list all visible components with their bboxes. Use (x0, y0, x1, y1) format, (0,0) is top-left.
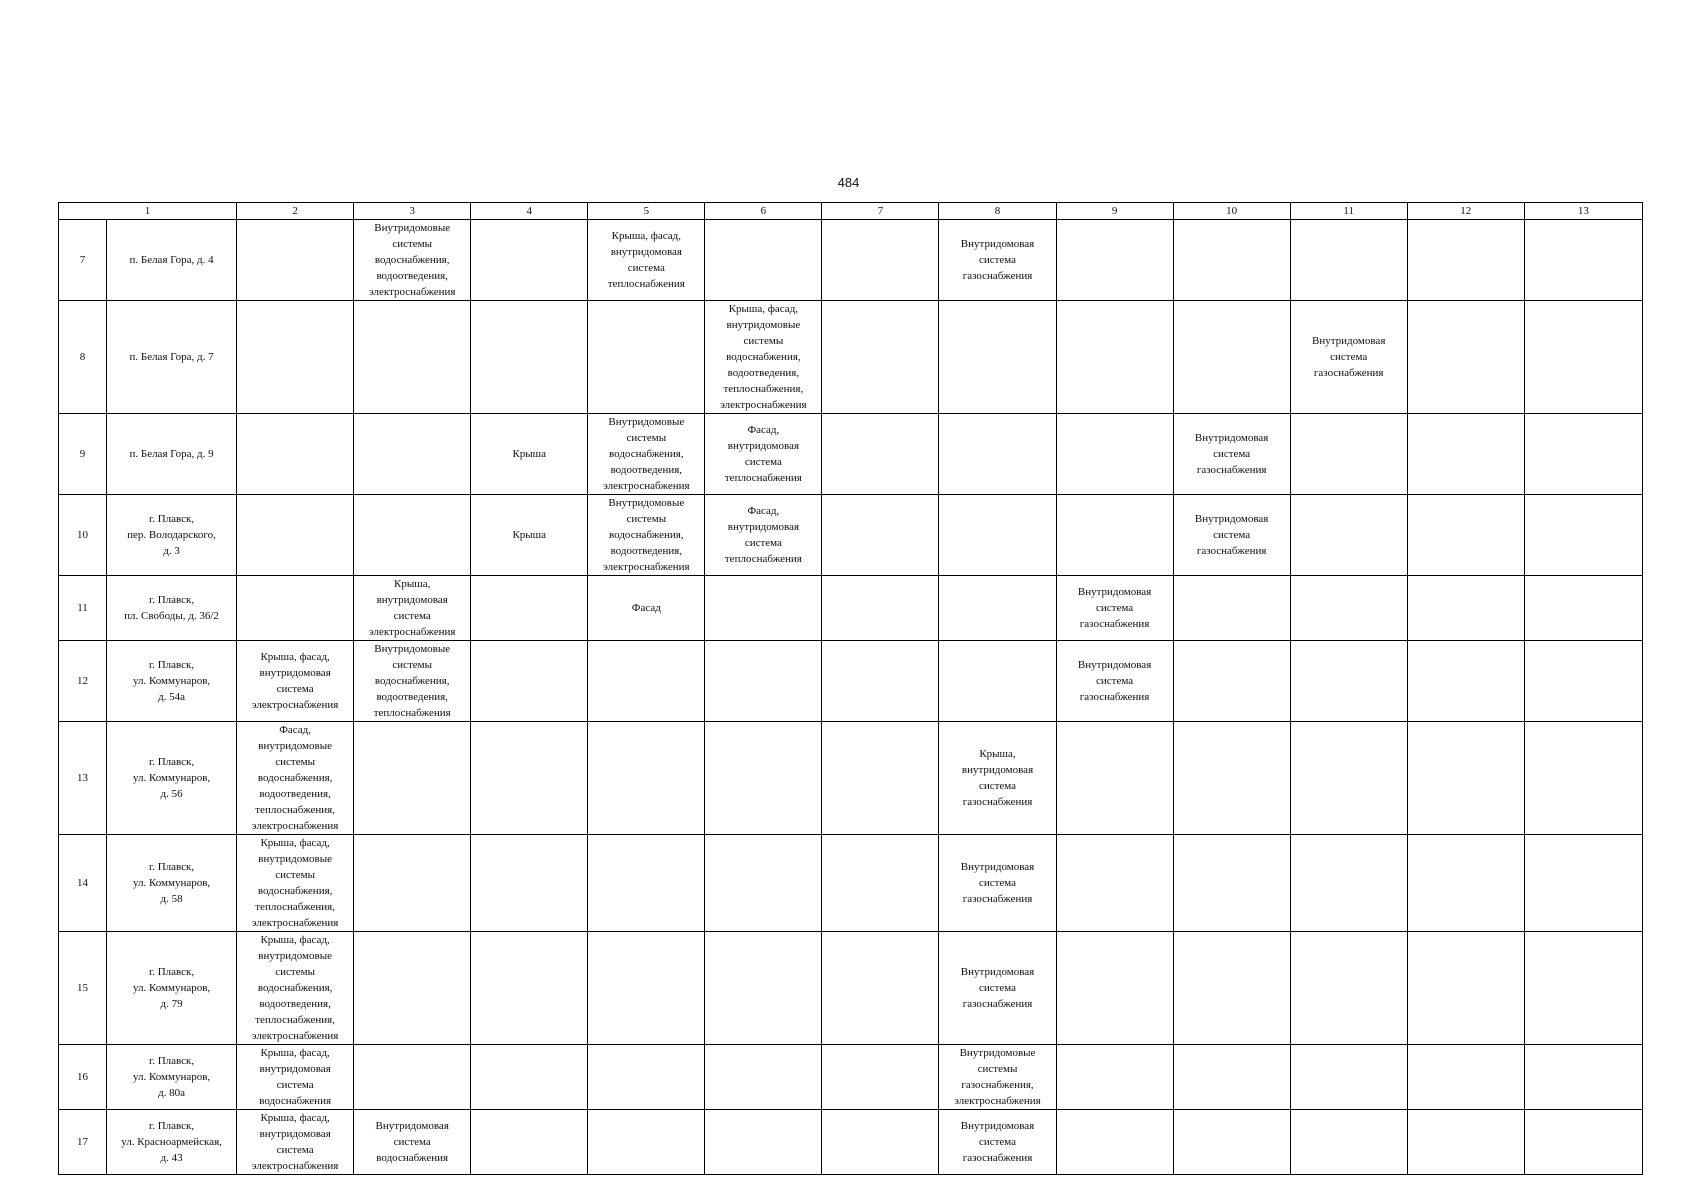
work-cell-col-8 (939, 414, 1056, 495)
work-cell-col-8 (939, 495, 1056, 576)
work-cell-col-7 (822, 495, 939, 576)
table-row (59, 414, 1643, 495)
address-cell: г. Плавск, ул. Коммунаров, д. 80а (107, 1045, 237, 1110)
column-header: 10 (1173, 203, 1290, 220)
work-cell-col-7 (822, 1110, 939, 1175)
work-cell-col-2: Крыша, фасад, внутридомовые системы водоснабжения, теплоснабжения, электроснабжения (237, 835, 354, 932)
work-cell-col-10: Внутридомовая система газоснабжения (1173, 414, 1290, 495)
work-cell-col-11 (1290, 722, 1407, 835)
work-cell-col-13 (1524, 641, 1642, 722)
table-row (59, 495, 1643, 576)
work-cell-col-12 (1407, 576, 1524, 641)
work-cell-col-8: Внутридомовая система газоснабжения (939, 932, 1056, 1045)
work-cell-col-6 (705, 932, 822, 1045)
work-cell-col-12 (1407, 932, 1524, 1045)
work-cell-col-3 (354, 932, 471, 1045)
work-cell-col-12 (1407, 220, 1524, 301)
work-cell-col-11 (1290, 1110, 1407, 1175)
work-cell-col-5 (588, 1110, 705, 1175)
work-cell-col-13 (1524, 414, 1642, 495)
row-number: 7 (59, 220, 107, 301)
work-cell-col-10 (1173, 1045, 1290, 1110)
work-cell-col-10 (1173, 932, 1290, 1045)
address-cell: г. Плавск, ул. Коммунаров, д. 58 (107, 835, 237, 932)
work-cell-col-9 (1056, 495, 1173, 576)
address-cell: г. Плавск, пл. Свободы, д. 36/2 (107, 576, 237, 641)
work-cell-col-5 (588, 835, 705, 932)
work-cell-col-3: Внутридомовая система водоснабжения (354, 1110, 471, 1175)
work-cell-col-5: Внутридомовые системы водоснабжения, водоотведения, электроснабжения (588, 414, 705, 495)
address-cell: г. Плавск, ул. Коммунаров, д. 54а (107, 641, 237, 722)
work-cell-col-11 (1290, 495, 1407, 576)
work-cell-col-5 (588, 641, 705, 722)
work-cell-col-9 (1056, 301, 1173, 414)
work-cell-col-4 (471, 835, 588, 932)
work-cell-col-5: Фасад (588, 576, 705, 641)
work-cell-col-11 (1290, 835, 1407, 932)
work-cell-col-13 (1524, 576, 1642, 641)
work-cell-col-8: Внутридомовая система газоснабжения (939, 1110, 1056, 1175)
work-cell-col-11 (1290, 576, 1407, 641)
work-cell-col-4: Крыша (471, 495, 588, 576)
work-cell-col-5 (588, 722, 705, 835)
column-number-row (59, 203, 1643, 220)
work-cell-col-13 (1524, 722, 1642, 835)
address-cell: г. Плавск, пер. Володарского, д. 3 (107, 495, 237, 576)
row-number: 15 (59, 932, 107, 1045)
work-cell-col-3: Крыша, внутридомовая система электроснабжения (354, 576, 471, 641)
table-row (59, 641, 1643, 722)
work-cell-col-8: Внутридомовая система газоснабжения (939, 835, 1056, 932)
repair-schedule-table (58, 202, 1643, 1175)
work-cell-col-5 (588, 1045, 705, 1110)
work-cell-col-11 (1290, 641, 1407, 722)
address-cell: п. Белая Гора, д. 9 (107, 414, 237, 495)
column-header: 5 (588, 203, 705, 220)
work-cell-col-5: Внутридомовые системы водоснабжения, водоотведения, электроснабжения (588, 495, 705, 576)
work-cell-col-7 (822, 722, 939, 835)
work-cell-col-3 (354, 1045, 471, 1110)
work-cell-col-13 (1524, 220, 1642, 301)
work-cell-col-3 (354, 414, 471, 495)
work-cell-col-11 (1290, 414, 1407, 495)
work-cell-col-9: Внутридомовая система газоснабжения (1056, 641, 1173, 722)
work-cell-col-10 (1173, 835, 1290, 932)
work-cell-col-9 (1056, 220, 1173, 301)
work-cell-col-6 (705, 641, 822, 722)
row-number: 10 (59, 495, 107, 576)
work-cell-col-12 (1407, 722, 1524, 835)
work-cell-col-13 (1524, 495, 1642, 576)
work-cell-col-7 (822, 932, 939, 1045)
work-cell-col-3 (354, 301, 471, 414)
work-cell-col-4 (471, 301, 588, 414)
column-header: 9 (1056, 203, 1173, 220)
work-cell-col-3: Внутридомовые системы водоснабжения, водоотведения, теплоснабжения (354, 641, 471, 722)
row-number: 12 (59, 641, 107, 722)
column-header: 6 (705, 203, 822, 220)
work-cell-col-9 (1056, 835, 1173, 932)
work-cell-col-4 (471, 576, 588, 641)
work-cell-col-8: Внутридомовая система газоснабжения (939, 220, 1056, 301)
work-cell-col-11 (1290, 932, 1407, 1045)
row-number: 9 (59, 414, 107, 495)
work-cell-col-7 (822, 1045, 939, 1110)
column-header: 2 (237, 203, 354, 220)
work-cell-col-2: Крыша, фасад, внутридомовые системы водоснабжения, водоотведения, теплоснабжения, электроснабжения (237, 932, 354, 1045)
work-cell-col-13 (1524, 1110, 1642, 1175)
row-number: 14 (59, 835, 107, 932)
address-cell: г. Плавск, ул. Красноармейская, д. 43 (107, 1110, 237, 1175)
work-cell-col-9 (1056, 1110, 1173, 1175)
page-number: 484 (837, 175, 860, 190)
work-cell-col-2 (237, 301, 354, 414)
work-cell-col-7 (822, 220, 939, 301)
table-row (59, 1045, 1643, 1110)
work-cell-col-8 (939, 576, 1056, 641)
work-cell-col-9 (1056, 722, 1173, 835)
table-row (59, 932, 1643, 1045)
work-cell-col-6: Крыша, фасад, внутридомовые системы водоснабжения, водоотведения, теплоснабжения, электроснабжения (705, 301, 822, 414)
row-number: 17 (59, 1110, 107, 1175)
work-cell-col-4 (471, 1045, 588, 1110)
work-cell-col-2: Крыша, фасад, внутридомовая система водоснабжения (237, 1045, 354, 1110)
work-cell-col-12 (1407, 1110, 1524, 1175)
work-cell-col-12 (1407, 414, 1524, 495)
work-cell-col-3 (354, 722, 471, 835)
work-cell-col-12 (1407, 641, 1524, 722)
work-cell-col-13 (1524, 835, 1642, 932)
work-cell-col-4 (471, 1110, 588, 1175)
work-cell-col-10 (1173, 1110, 1290, 1175)
work-cell-col-13 (1524, 932, 1642, 1045)
work-cell-col-6 (705, 1045, 822, 1110)
table-row (59, 576, 1643, 641)
work-cell-col-13 (1524, 1045, 1642, 1110)
work-cell-col-12 (1407, 1045, 1524, 1110)
table-row (59, 220, 1643, 301)
address-cell: г. Плавск, ул. Коммунаров, д. 79 (107, 932, 237, 1045)
column-header: 7 (822, 203, 939, 220)
work-cell-col-5 (588, 932, 705, 1045)
work-cell-col-2 (237, 220, 354, 301)
work-cell-col-10 (1173, 641, 1290, 722)
work-cell-col-3 (354, 835, 471, 932)
work-cell-col-6: Фасад, внутридомовая система теплоснабжения (705, 495, 822, 576)
work-cell-col-6 (705, 220, 822, 301)
row-number: 8 (59, 301, 107, 414)
work-cell-col-7 (822, 641, 939, 722)
work-cell-col-9 (1056, 932, 1173, 1045)
column-header: 11 (1290, 203, 1407, 220)
work-cell-col-2 (237, 495, 354, 576)
work-cell-col-4 (471, 641, 588, 722)
table-row (59, 1110, 1643, 1175)
work-cell-col-3 (354, 495, 471, 576)
column-header: 4 (471, 203, 588, 220)
work-cell-col-9 (1056, 414, 1173, 495)
work-cell-col-6 (705, 722, 822, 835)
work-cell-col-8: Крыша, внутридомовая система газоснабжения (939, 722, 1056, 835)
work-cell-col-13 (1524, 301, 1642, 414)
table-body (59, 220, 1643, 1175)
table-row (59, 835, 1643, 932)
work-cell-col-10 (1173, 220, 1290, 301)
work-cell-col-10 (1173, 722, 1290, 835)
work-cell-col-8 (939, 641, 1056, 722)
address-cell: п. Белая Гора, д. 4 (107, 220, 237, 301)
work-cell-col-4: Крыша (471, 414, 588, 495)
work-cell-col-9: Внутридомовая система газоснабжения (1056, 576, 1173, 641)
table-row (59, 301, 1643, 414)
work-cell-col-10 (1173, 301, 1290, 414)
work-cell-col-10: Внутридомовая система газоснабжения (1173, 495, 1290, 576)
work-cell-col-7 (822, 576, 939, 641)
column-header: 1 (59, 203, 237, 220)
work-cell-col-2 (237, 576, 354, 641)
column-header: 3 (354, 203, 471, 220)
work-cell-col-5: Крыша, фасад, внутридомовая система теплоснабжения (588, 220, 705, 301)
work-cell-col-3: Внутридомовые системы водоснабжения, водоотведения, электроснабжения (354, 220, 471, 301)
work-cell-col-9 (1056, 1045, 1173, 1110)
work-cell-col-6 (705, 576, 822, 641)
work-cell-col-4 (471, 220, 588, 301)
work-cell-col-4 (471, 722, 588, 835)
work-cell-col-8 (939, 301, 1056, 414)
work-cell-col-4 (471, 932, 588, 1045)
work-cell-col-7 (822, 835, 939, 932)
address-cell: г. Плавск, ул. Коммунаров, д. 56 (107, 722, 237, 835)
work-cell-col-12 (1407, 495, 1524, 576)
work-cell-col-7 (822, 301, 939, 414)
row-number: 13 (59, 722, 107, 835)
table-row (59, 722, 1643, 835)
work-cell-col-6 (705, 1110, 822, 1175)
column-header: 12 (1407, 203, 1524, 220)
work-cell-col-10 (1173, 576, 1290, 641)
row-number: 11 (59, 576, 107, 641)
column-header: 13 (1524, 203, 1642, 220)
work-cell-col-2 (237, 414, 354, 495)
work-cell-col-7 (822, 414, 939, 495)
work-cell-col-11 (1290, 1045, 1407, 1110)
work-cell-col-11: Внутридомовая система газоснабжения (1290, 301, 1407, 414)
work-cell-col-11 (1290, 220, 1407, 301)
work-cell-col-12 (1407, 301, 1524, 414)
address-cell: п. Белая Гора, д. 7 (107, 301, 237, 414)
column-header: 8 (939, 203, 1056, 220)
row-number: 16 (59, 1045, 107, 1110)
work-cell-col-2: Крыша, фасад, внутридомовая система электроснабжения (237, 641, 354, 722)
work-cell-col-2: Крыша, фасад, внутридомовая система электроснабжения (237, 1110, 354, 1175)
work-cell-col-5 (588, 301, 705, 414)
work-cell-col-6 (705, 835, 822, 932)
work-cell-col-12 (1407, 835, 1524, 932)
work-cell-col-8: Внутридомовые системы газоснабжения, электроснабжения (939, 1045, 1056, 1110)
work-cell-col-6: Фасад, внутридомовая система теплоснабжения (705, 414, 822, 495)
work-cell-col-2: Фасад, внутридомовые системы водоснабжения, водоотведения, теплоснабжения, электроснабжения (237, 722, 354, 835)
